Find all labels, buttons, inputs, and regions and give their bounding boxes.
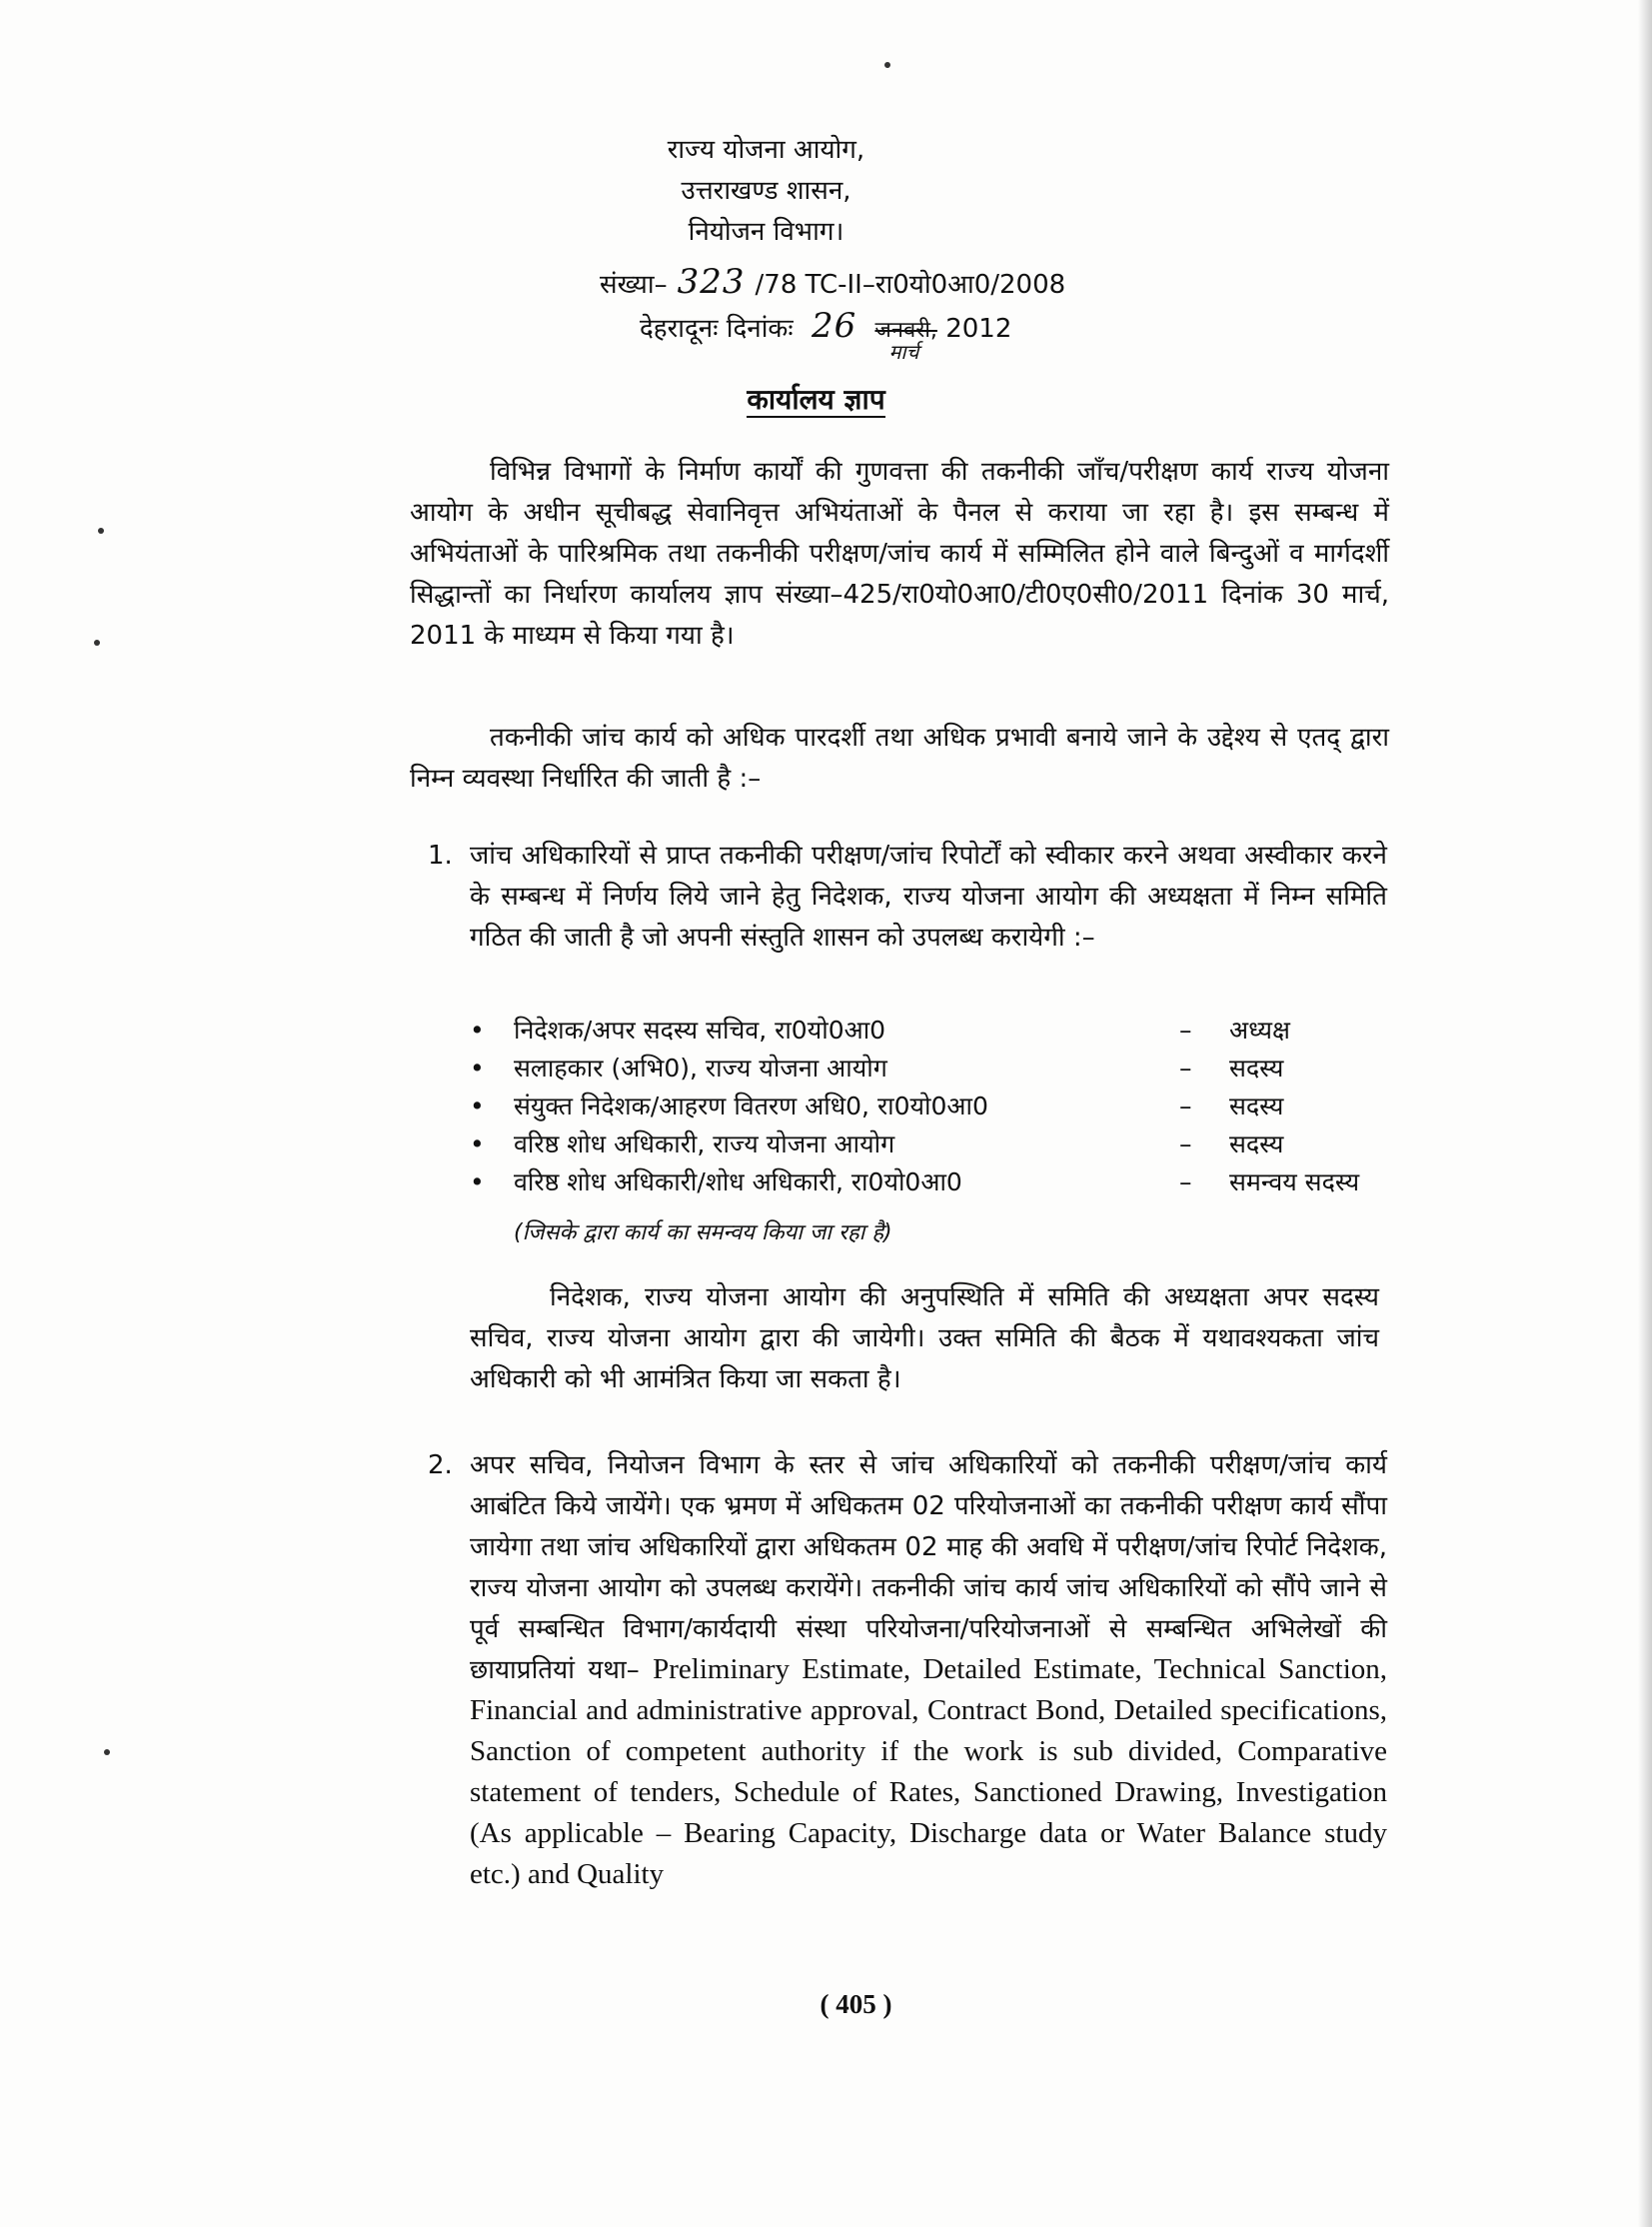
reference-prefix: संख्या– [600,270,668,300]
letterhead-line-1: राज्य योजना आयोग, [667,135,865,165]
member-name: संयुक्त निदेशक/आहरण वितरण अधि0, रा0यो0आ0 [514,1092,988,1120]
scan-speck [94,640,100,646]
list-item-text-hindi: अपर सचिव, नियोजन विभाग के स्तर से जांच अधिकारियों को तकनीकी परीक्षण/जांच कार्य आबंटित किये जायेंगे। एक भ्रमण में अधिकतम 02 परियोजनाओं का तकनीकी परीक्षण कार्य सौंपा जायेगा तथा जांच अधिकारियों द्वारा अधिकतम 02 माह की अवधि में परीक्षण/जांच रिपोर्ट निदेशक, राज्य योजना आयोग को उपलब्ध करायेंगे। तकनीकी जांच कार्य जांच अधिकारियों को सौंपे जाने से पूर्व सम्बन्धित विभाग/कार्यदायी संस्था परियोजना/परियोजनाओं से सम्बन्धित अभिलेखों की छायाप्रतियां यथा– [470,1450,1387,1685]
paragraph-1: विभिन्न विभागों के निर्माण कार्यों की गुणवत्ता की तकनीकी जाँच/परीक्षण कार्य राज्य योजना आयोग के अधीन सूचीबद्ध सेवानिवृत्त अभियंताओं के पैनल से कराया जा रहा है। इस सम्बन्ध में अभियंताओं के पारिश्रमिक तथा तकनीकी परीक्षण/जांच कार्य में सम्मिलित होने वाले बिन्दुओं व मार्गदर्शी सिद्धान्तों का निर्धारण कार्यालय ज्ञाप संख्या–425/रा0यो0आ0/टी0ए0सी0/2011 दिनांक 30 मार्च, 2011 के माध्यम से किया गया है। [410,457,1389,651]
date-month-struck: जनवरी, [874,318,937,343]
member-role: सदस्य [1229,1092,1284,1120]
committee-member [470,1088,1429,1125]
scan-speck [884,62,890,68]
list-item-text-english: Preliminary Estimate, Detailed Estimate, Technical Sanction, Financial and administrative approval, Contract Bond, Detailed specifications, Sanction of competent authority if the work is sub divided, Comparative statement of tenders, Schedule of Rates, Sanctioned Drawing, Investigation (As applicable – Bearing Capacity, Discharge data or Water Balance study etc.) and Quality [470,1653,1387,1890]
committee-note: (जिसके द्वारा कार्य का समन्वय किया जा रहा है) [514,1220,892,1245]
bullet-icon: • [470,1016,485,1045]
letterhead-line-3: नियोजन विभाग। [688,217,844,247]
bullet-icon: • [470,1129,485,1158]
member-role: सदस्य [1229,1129,1284,1158]
dash-separator: – [1179,1092,1192,1120]
bullet-icon: • [470,1167,485,1196]
dash-separator: – [1179,1054,1192,1083]
member-name: वरिष्ठ शोध अधिकारी, राज्य योजना आयोग [514,1129,895,1158]
scan-speck [104,1749,110,1755]
member-role: सदस्य [1229,1054,1284,1083]
list-item-text [470,1445,1387,1896]
date-line [640,306,1012,364]
letterhead [0,130,1652,253]
list-item-number: 2. [428,1450,453,1480]
committee-member [470,1163,1429,1201]
reference-suffix: /78 TC-II–रा0यो0आ0/2008 [755,270,1066,300]
list-item-text: जांच अधिकारियों से प्राप्त तकनीकी परीक्षण/जांच रिपोर्टों को स्वीकार करने अथवा अस्वीकार करने के सम्बन्ध में निर्णय लिये जाने हेतु निदेशक, राज्य योजना आयोग की अध्यक्षता में निम्न समिति गठित की जाती है जो अपनी संस्तुति शासन को उपलब्ध करायेगी :– [470,841,1387,953]
list-item-number: 1. [428,841,453,871]
committee-member [470,1125,1429,1163]
date-month [874,314,937,364]
paragraph-2: तकनीकी जांच कार्य को अधिक पारदर्शी तथा अधिक प्रभावी बनाये जाने के उद्देश्य से एतद् द्वारा निम्न व्यवस्था निर्धारित की जाती है :– [410,723,1389,794]
page-number: ( 405 ) [820,1989,892,2019]
letterhead-line-2: उत्तराखण्ड शासन, [681,176,851,206]
member-role: अध्यक्ष [1229,1016,1290,1045]
scan-speck [98,528,104,534]
reference-number-line [600,262,1065,302]
paragraph-3: निदेशक, राज्य योजना आयोग की अनुपस्थिति में समिति की अध्यक्षता अपर सदस्य सचिव, राज्य योजना आयोग द्वारा की जायेगी। उक्त समिति की बैठक में यथावश्यकता जांच अधिकारी को भी आमंत्रित किया जा सकता है। [470,1282,1379,1394]
date-day-handwritten: 26 [811,306,857,346]
committee-list [470,1012,1429,1201]
member-name: निदेशक/अपर सदस्य सचिव, रा0यो0आ0 [514,1016,886,1045]
bullet-icon: • [470,1054,485,1083]
date-prefix: देहरादूनः दिनांकः [640,314,794,344]
date-year: 2012 [945,314,1012,344]
dash-separator: – [1179,1016,1192,1045]
memo-title: कार्यालय ज्ञाप [747,383,885,416]
committee-member [470,1012,1429,1050]
bullet-icon: • [470,1092,485,1120]
scan-edge-shadow [1638,0,1652,2227]
member-role: समन्वय सदस्य [1229,1167,1360,1196]
member-name: सलाहकार (अभि0), राज्य योजना आयोग [514,1054,887,1083]
date-month-corrected: मार्च [888,340,919,364]
reference-number-handwritten: 323 [677,262,746,302]
committee-member [470,1050,1429,1088]
dash-separator: – [1179,1167,1192,1196]
member-name: वरिष्ठ शोध अधिकारी/शोध अधिकारी, रा0यो0आ0 [514,1167,962,1196]
dash-separator: – [1179,1129,1192,1158]
